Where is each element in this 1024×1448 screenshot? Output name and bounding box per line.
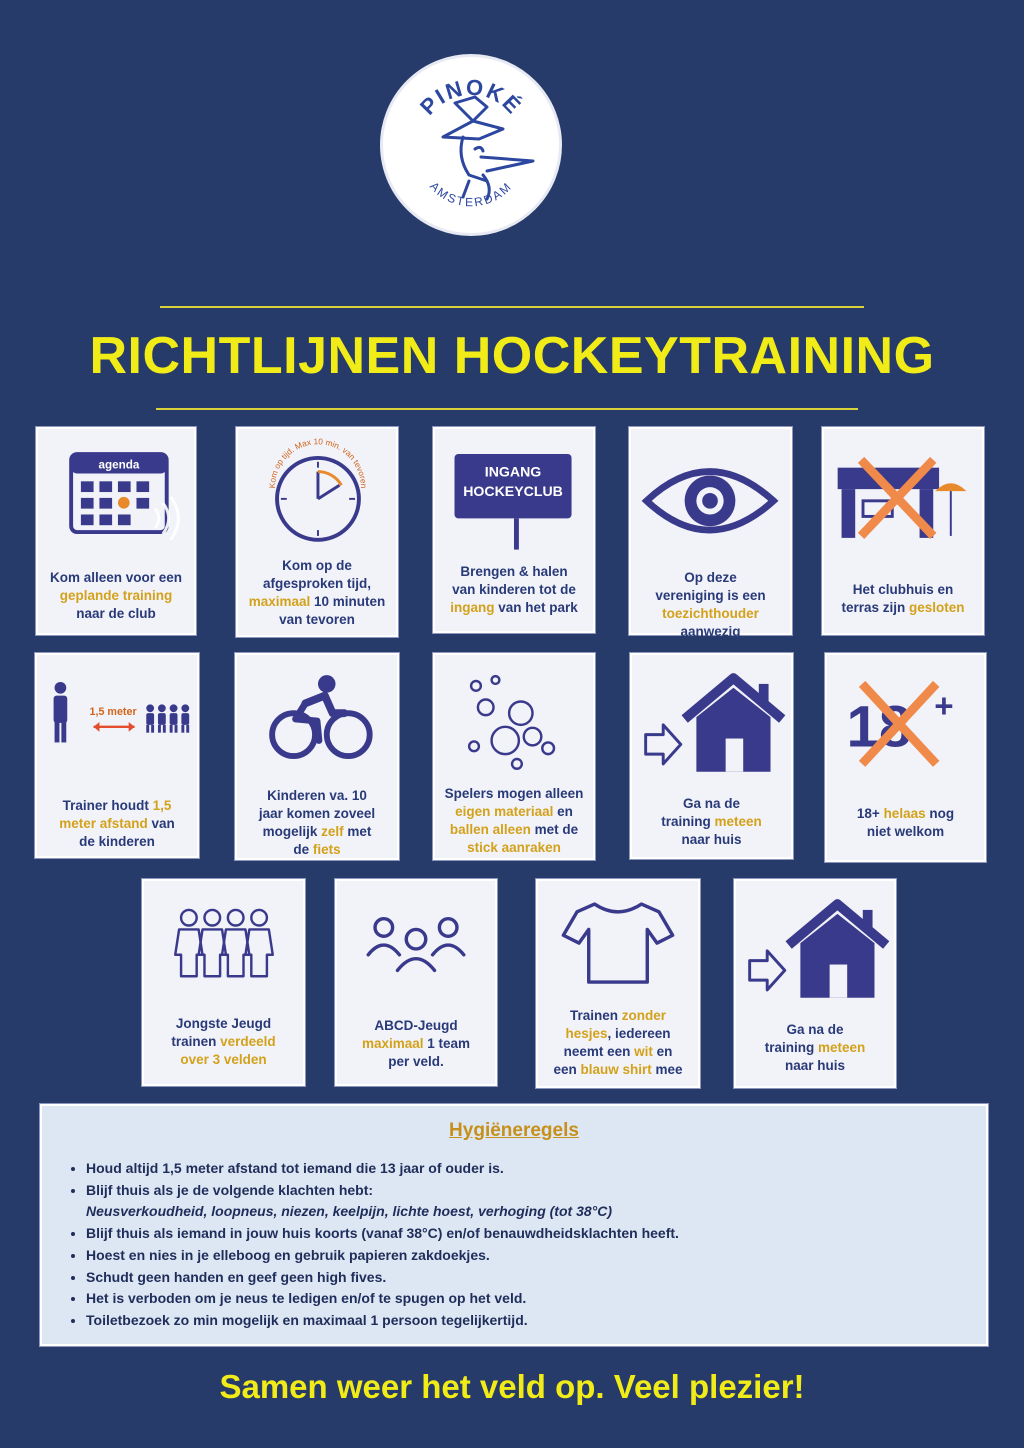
hygiene-item: • Het is verboden om je neus te ledigen en/of te spugen op het veld. — [86, 1288, 679, 1310]
card-arrive-on-time — [236, 427, 398, 637]
card-drop-off — [433, 427, 595, 633]
card-caption: Jongste Jeugd trainen verdeeld over 3 velden — [171, 1016, 276, 1067]
card-clubhouse-closed — [822, 427, 984, 635]
page-title: RICHTLIJNEN HOCKEYTRAINING — [89, 327, 935, 385]
pinoke-mascot-icon — [383, 57, 559, 233]
title-rule-bottom — [156, 408, 858, 410]
hygiene-title: Hygiëneregels — [449, 1120, 579, 1141]
card-distance — [35, 653, 199, 858]
hygiene-item: • Blijf thuis als iemand in jouw huis koorts (vanaf 38°C) en/of benauwdheidsklachten heeft. — [86, 1223, 679, 1245]
hygiene-symptoms: Neusverkoudheid, loopneus, niezen, keelpijn, lichte hoest, verhoging (tot 38°C) — [86, 1203, 613, 1220]
card-caption: Ga na de training meteen naar huis — [661, 796, 762, 847]
card-caption: Op deze vereniging is een toezichthouder aanwezig — [655, 570, 766, 639]
card-caption: Spelers mogen alleen eigen materiaal en ballen alleen met de stick aanraken — [444, 786, 584, 855]
title-rule-top — [160, 306, 864, 308]
team-icon — [337, 881, 495, 1011]
card-caption: ABCD-Jeugd maximaal 1 team per veld. — [361, 1018, 471, 1069]
hygiene-item: • Schudt geen handen en geef geen high fives. — [86, 1267, 679, 1289]
card-supervisor — [629, 427, 792, 639]
distance-label: 1,5 meter — [89, 706, 137, 719]
distance-icon — [37, 655, 197, 785]
clock-icon — [238, 429, 396, 559]
bubbles-icon — [435, 655, 593, 785]
sign-label: INGANG HOCKEYCLUB — [463, 463, 563, 499]
card-bike — [235, 653, 399, 860]
entrance-sign-icon — [435, 429, 593, 559]
go-home-icon — [632, 655, 791, 785]
card-abcd-youth — [335, 879, 497, 1086]
hygiene-item: • Toiletbezoek zo min mogelijk en maximaal 1 persoon tegelijkertijd. — [86, 1310, 679, 1332]
card-shirts — [536, 879, 700, 1088]
card-caption: 18+ helaas nog niet welkom — [856, 806, 955, 839]
card-own-equipment — [433, 653, 595, 860]
logo-top-text: PINOKÉ — [415, 74, 527, 120]
calendar-label: agenda — [98, 458, 140, 472]
cyclist-icon — [237, 655, 397, 785]
card-no-adults — [825, 653, 986, 862]
hygiene-item: • Houd altijd 1,5 meter afstand tot iemand die 13 jaar of ouder is. — [86, 1158, 679, 1180]
card-caption: Trainer houdt 1,5 meter afstand van de kinderen — [59, 798, 175, 849]
card-caption: Kom op de afgesproken tijd, maximaal 10 minuten van tevoren — [248, 558, 386, 627]
card-caption: Brengen & halen van kinderen tot de ingang van het park — [450, 564, 578, 615]
card-youth-fields — [142, 879, 305, 1086]
card-caption: Kom alleen voor een geplande training naar de club — [49, 570, 183, 621]
hygiene-rules-panel — [40, 1104, 988, 1346]
calendar-icon — [38, 429, 194, 559]
svg-text:+: + — [934, 688, 954, 726]
adults-label: 18 — [846, 694, 912, 760]
go-home-icon — [736, 881, 894, 1011]
card-caption: Het clubhuis en terras zijn gesloten — [841, 582, 965, 615]
club-logo — [380, 54, 562, 236]
clock-label: Kom op tijd. Max 10 min. van tevoren — [266, 436, 369, 489]
no-adults-icon — [827, 655, 984, 785]
card-go-home — [630, 653, 793, 859]
hygiene-item: • Hoest en nies in je elleboog en gebruik papieren zakdoekjes. — [86, 1245, 679, 1267]
card-caption: Kinderen va. 10 jaar komen zoveel mogelijk zelf met de fiets — [258, 788, 376, 857]
card-go-home-2 — [734, 879, 896, 1088]
hygiene-item: • Blijf thuis als je de volgende klachten hebt: Neusverkoudheid, loopneus, niezen, keelpijn, lichte hoest, verhoging (tot 38°C) — [86, 1180, 679, 1223]
eye-icon — [631, 429, 790, 559]
card-caption: Ga na de training meteen naar huis — [764, 1022, 866, 1073]
hygiene-list — [56, 1158, 679, 1332]
logo-bottom-text: AMSTERDAM — [427, 178, 515, 210]
youth-group-icon — [144, 881, 303, 1011]
clubhouse-closed-icon — [824, 429, 982, 559]
card-planned-training — [36, 427, 196, 635]
footer-slogan: Samen weer het veld op. Veel plezier! — [219, 1368, 805, 1405]
shirt-icon — [538, 881, 698, 1011]
svg-text:AMSTERDAM — [427, 179, 515, 209]
card-caption: Trainen zonder hesjes, iedereen neemt een wit en een blauw shirt mee — [553, 1008, 683, 1077]
